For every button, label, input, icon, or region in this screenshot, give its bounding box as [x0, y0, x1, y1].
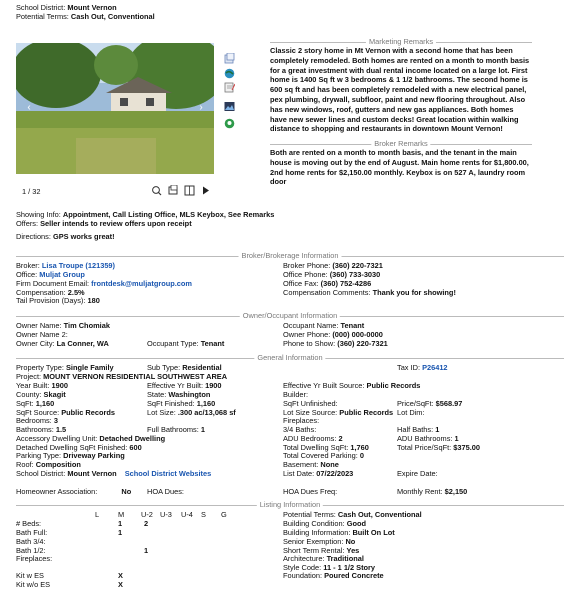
tax-id-link[interactable]: P26412	[422, 363, 448, 372]
owner-name: Owner Name: Tim Chomiak	[16, 321, 110, 330]
general-three-q: 3/4 Baths:	[283, 425, 317, 434]
zoom-icon[interactable]	[153, 187, 161, 195]
general-tot-price: Total Price/SqFt: $375.00	[397, 443, 480, 452]
general-half: Half Baths: 1	[397, 425, 440, 434]
photo-prev-button[interactable]: ‹	[27, 102, 31, 113]
listing-arch: Architecture: Traditional	[283, 554, 364, 563]
general-list-date: List Date: 07/22/2023	[283, 469, 354, 478]
general-hoa-freq: HOA Dues Freq:	[283, 487, 338, 496]
occupant-name: Occupant Name: Tenant	[283, 321, 365, 330]
listing-row-label: Kit w ES	[16, 571, 44, 580]
listing-found: Foundation: Poured Concrete	[283, 571, 384, 580]
broker-section-header: Broker/Brokerage Information	[16, 251, 564, 261]
general-tot-park: Total Covered Parking: 0	[283, 451, 364, 460]
play-icon[interactable]	[203, 187, 209, 195]
image-icon[interactable]	[224, 101, 235, 112]
general-project: Project: MOUNT VERNON RESIDENTIAL SOUTHWEST AREA	[16, 372, 228, 381]
listing-col-header: U-3	[160, 510, 172, 519]
general-exp: Expire Date:	[397, 469, 438, 478]
photo-next-button[interactable]: ›	[199, 102, 203, 113]
general-hoa: Homeowner Association: No	[16, 487, 132, 496]
top-school-district: School District: Mount Vernon	[16, 3, 117, 12]
map-pin-icon[interactable]	[224, 118, 235, 129]
general-prop-type: Property Type: Single Family	[16, 363, 114, 372]
listing-row-label: Fireplaces:	[16, 554, 53, 563]
listing-row-label: Kit w/o ES	[16, 580, 51, 589]
broker-phone: Broker Phone: (360) 220-7321	[283, 261, 383, 270]
broker-link[interactable]: Lisa Troupe (121359)	[41, 261, 116, 270]
listing-cell: X	[118, 580, 123, 589]
listing-section-header: Listing Information	[16, 500, 564, 510]
general-bathrooms: Bathrooms: 1.5	[16, 425, 67, 434]
listing-col-header: M	[118, 510, 125, 519]
general-state: State: Washington	[147, 390, 211, 399]
general-sub-type: Sub Type: Residential	[147, 363, 222, 372]
general-tax: Tax ID: P26412	[397, 363, 448, 372]
general-tot-sqft: Total Dwelling SqFt: 1,760	[283, 443, 369, 452]
office-link[interactable]: Muljat Group	[39, 270, 85, 279]
general-sqft: SqFt: 1,160	[16, 399, 55, 408]
owner-city: Owner City: La Conner, WA	[16, 339, 109, 348]
listing-row-label: Bath 1/2:	[16, 546, 46, 555]
school-district-websites-link[interactable]: School District Websites	[124, 469, 212, 478]
general-sqft-fin: SqFt Finished: 1,160	[147, 399, 216, 408]
photo-controls	[151, 185, 211, 197]
listing-binfo: Building Information: Built On Lot	[283, 528, 395, 537]
listing-cond: Building Condition: Good	[283, 519, 366, 528]
listing-cell: 1	[144, 546, 149, 555]
listing-cell: 2	[144, 519, 149, 528]
owner-section-header: Owner/Occupant Information	[16, 311, 564, 321]
listing-row-label: Bath Full:	[16, 528, 48, 537]
photo-counter: 1 / 32	[22, 187, 41, 196]
broker-remarks-header: Broker Remarks	[270, 139, 532, 149]
general-hoa-dues: HOA Dues:	[147, 487, 184, 496]
general-builder: Builder:	[283, 390, 309, 399]
compensation-comments: Compensation Comments: Thank you for showing!	[283, 288, 456, 297]
general-eff-src: Effective Yr Built Source: Public Records	[283, 381, 421, 390]
broker-name: Broker: Lisa Troupe (121359)	[16, 261, 116, 270]
listing-col-header: G	[221, 510, 227, 519]
general-adu-bed: ADU Bedrooms: 2	[283, 434, 343, 443]
general-section-header: General Information	[16, 353, 564, 363]
owner-name-2: Owner Name 2:	[16, 330, 68, 339]
general-year: Year Built: 1900	[16, 381, 68, 390]
marketing-remarks-header: Marketing Remarks	[270, 37, 532, 47]
general-adu-bath: ADU Bathrooms: 1	[397, 434, 459, 443]
broker-remarks-text: Both are rented on a month to month basis, and the tenant in the main house is moving out by the end of August. Main home rents for $1,800.00, 2nd home rents for $2,150.00 monthly. Keybox is on 527 A, laundry room door	[270, 148, 529, 187]
owner-phone: Owner Phone: (000) 000-0000	[283, 330, 383, 339]
listing-str: Short Term Rental: Yes	[283, 546, 360, 555]
offers-info: Offers: Seller intends to review offers upon receipt	[16, 219, 192, 228]
general-fireplaces: Fireplaces:	[283, 416, 320, 425]
broker-office: Office: Muljat Group	[16, 270, 85, 279]
general-lot-size: Lot Size: .300 ac/13,068 sf	[147, 408, 236, 417]
globe-icon[interactable]	[224, 68, 235, 79]
general-county: County: Skagit	[16, 390, 66, 399]
general-basement: Basement: None	[283, 460, 339, 469]
print-icon[interactable]	[224, 53, 235, 64]
house-photo-image	[16, 43, 214, 174]
general-school: School District: Mount Vernon School District Websites	[16, 469, 212, 478]
general-adu: Accessory Dwelling Unit: Detached Dwelling	[16, 434, 166, 443]
compensation: Compensation: 2.5%	[16, 288, 85, 297]
general-sqft-src: SqFt Source: Public Records	[16, 408, 116, 417]
general-parking: Parking Type: Driveway Parking	[16, 451, 125, 460]
listing-col-header: U-2	[141, 510, 153, 519]
office-fax: Office Fax: (360) 752-4286	[283, 279, 372, 288]
gallery-icon[interactable]	[185, 186, 194, 195]
general-eff-year: Effective Yr Built: 1900	[147, 381, 222, 390]
general-lot-src: Lot Size Source: Public Records	[283, 408, 394, 417]
general-full-baths: Full Bathrooms: 1	[147, 425, 205, 434]
listing-style: Style Code: 11 - 1 1/2 Story	[283, 563, 376, 572]
general-price-sqft: Price/SqFt: $568.97	[397, 399, 463, 408]
email-link[interactable]: frontdesk@muljatgroup.com	[91, 279, 192, 288]
general-roof: Roof: Composition	[16, 460, 81, 469]
general-det-sqft: Detached Dwelling SqFt Finished: 600	[16, 443, 142, 452]
listing-col-header: U-4	[181, 510, 193, 519]
listing-senior: Senior Exemption: No	[283, 537, 356, 546]
firm-email: Firm Document Email: frontdesk@muljatgroup.com	[16, 279, 192, 288]
listing-cell: 1	[118, 528, 123, 537]
general-rent: Monthly Rent: $2,150	[397, 487, 468, 496]
listing-col-header: L	[95, 510, 100, 519]
notes-icon[interactable]	[224, 82, 235, 93]
general-bedrooms: Bedrooms: 3	[16, 416, 58, 425]
top-potential-terms: Potential Terms: Cash Out, Conventional	[16, 12, 155, 21]
tail-provision: Tail Provision (Days): 180	[16, 296, 100, 305]
phone-to-show: Phone to Show: (360) 220-7321	[283, 339, 388, 348]
marketing-remarks-text: Classic 2 story home in Mt Vernon with a second home that has been completely remodeled. Both homes are rented on a month to month basis for a great investment with dual rental income located on a large lot. First home is 1400 Sq ft w 3 bedrooms & 1 1/2 bathrooms. The second home is 600 sq ft and has been completely remodeled with a new electrical panel, pex plumbing, drywall, subfloor, paint and new flooring throughout. Also has new windows, roof, gutters and new gas appliances. Both homes have new sewer lines and custom decks! Great location within walking distance to shopping and restaurants in downtown Mount Vernon!	[270, 46, 530, 134]
listing-cell: 1	[118, 519, 123, 528]
fullscreen-icon[interactable]	[169, 185, 177, 194]
listing-pt: Potential Terms: Cash Out, Conventional	[283, 510, 422, 519]
directions-info: Directions: GPS works great!	[16, 232, 115, 241]
listing-row-label: Bath 3/4:	[16, 537, 46, 546]
general-sqft-unf: SqFt Unfinished:	[283, 399, 338, 408]
office-phone: Office Phone: (360) 733-3030	[283, 270, 381, 279]
listing-col-header: S	[201, 510, 206, 519]
showing-info: Showing Info: Appointment, Call Listing Office, MLS Keybox, See Remarks	[16, 210, 275, 219]
occupant-type: Occupant Type: Tenant	[147, 339, 225, 348]
listing-photo[interactable]	[16, 43, 214, 174]
general-lot-dim: Lot Dim:	[397, 408, 425, 417]
listing-cell: X	[118, 571, 123, 580]
listing-row-label: # Beds:	[16, 519, 42, 528]
